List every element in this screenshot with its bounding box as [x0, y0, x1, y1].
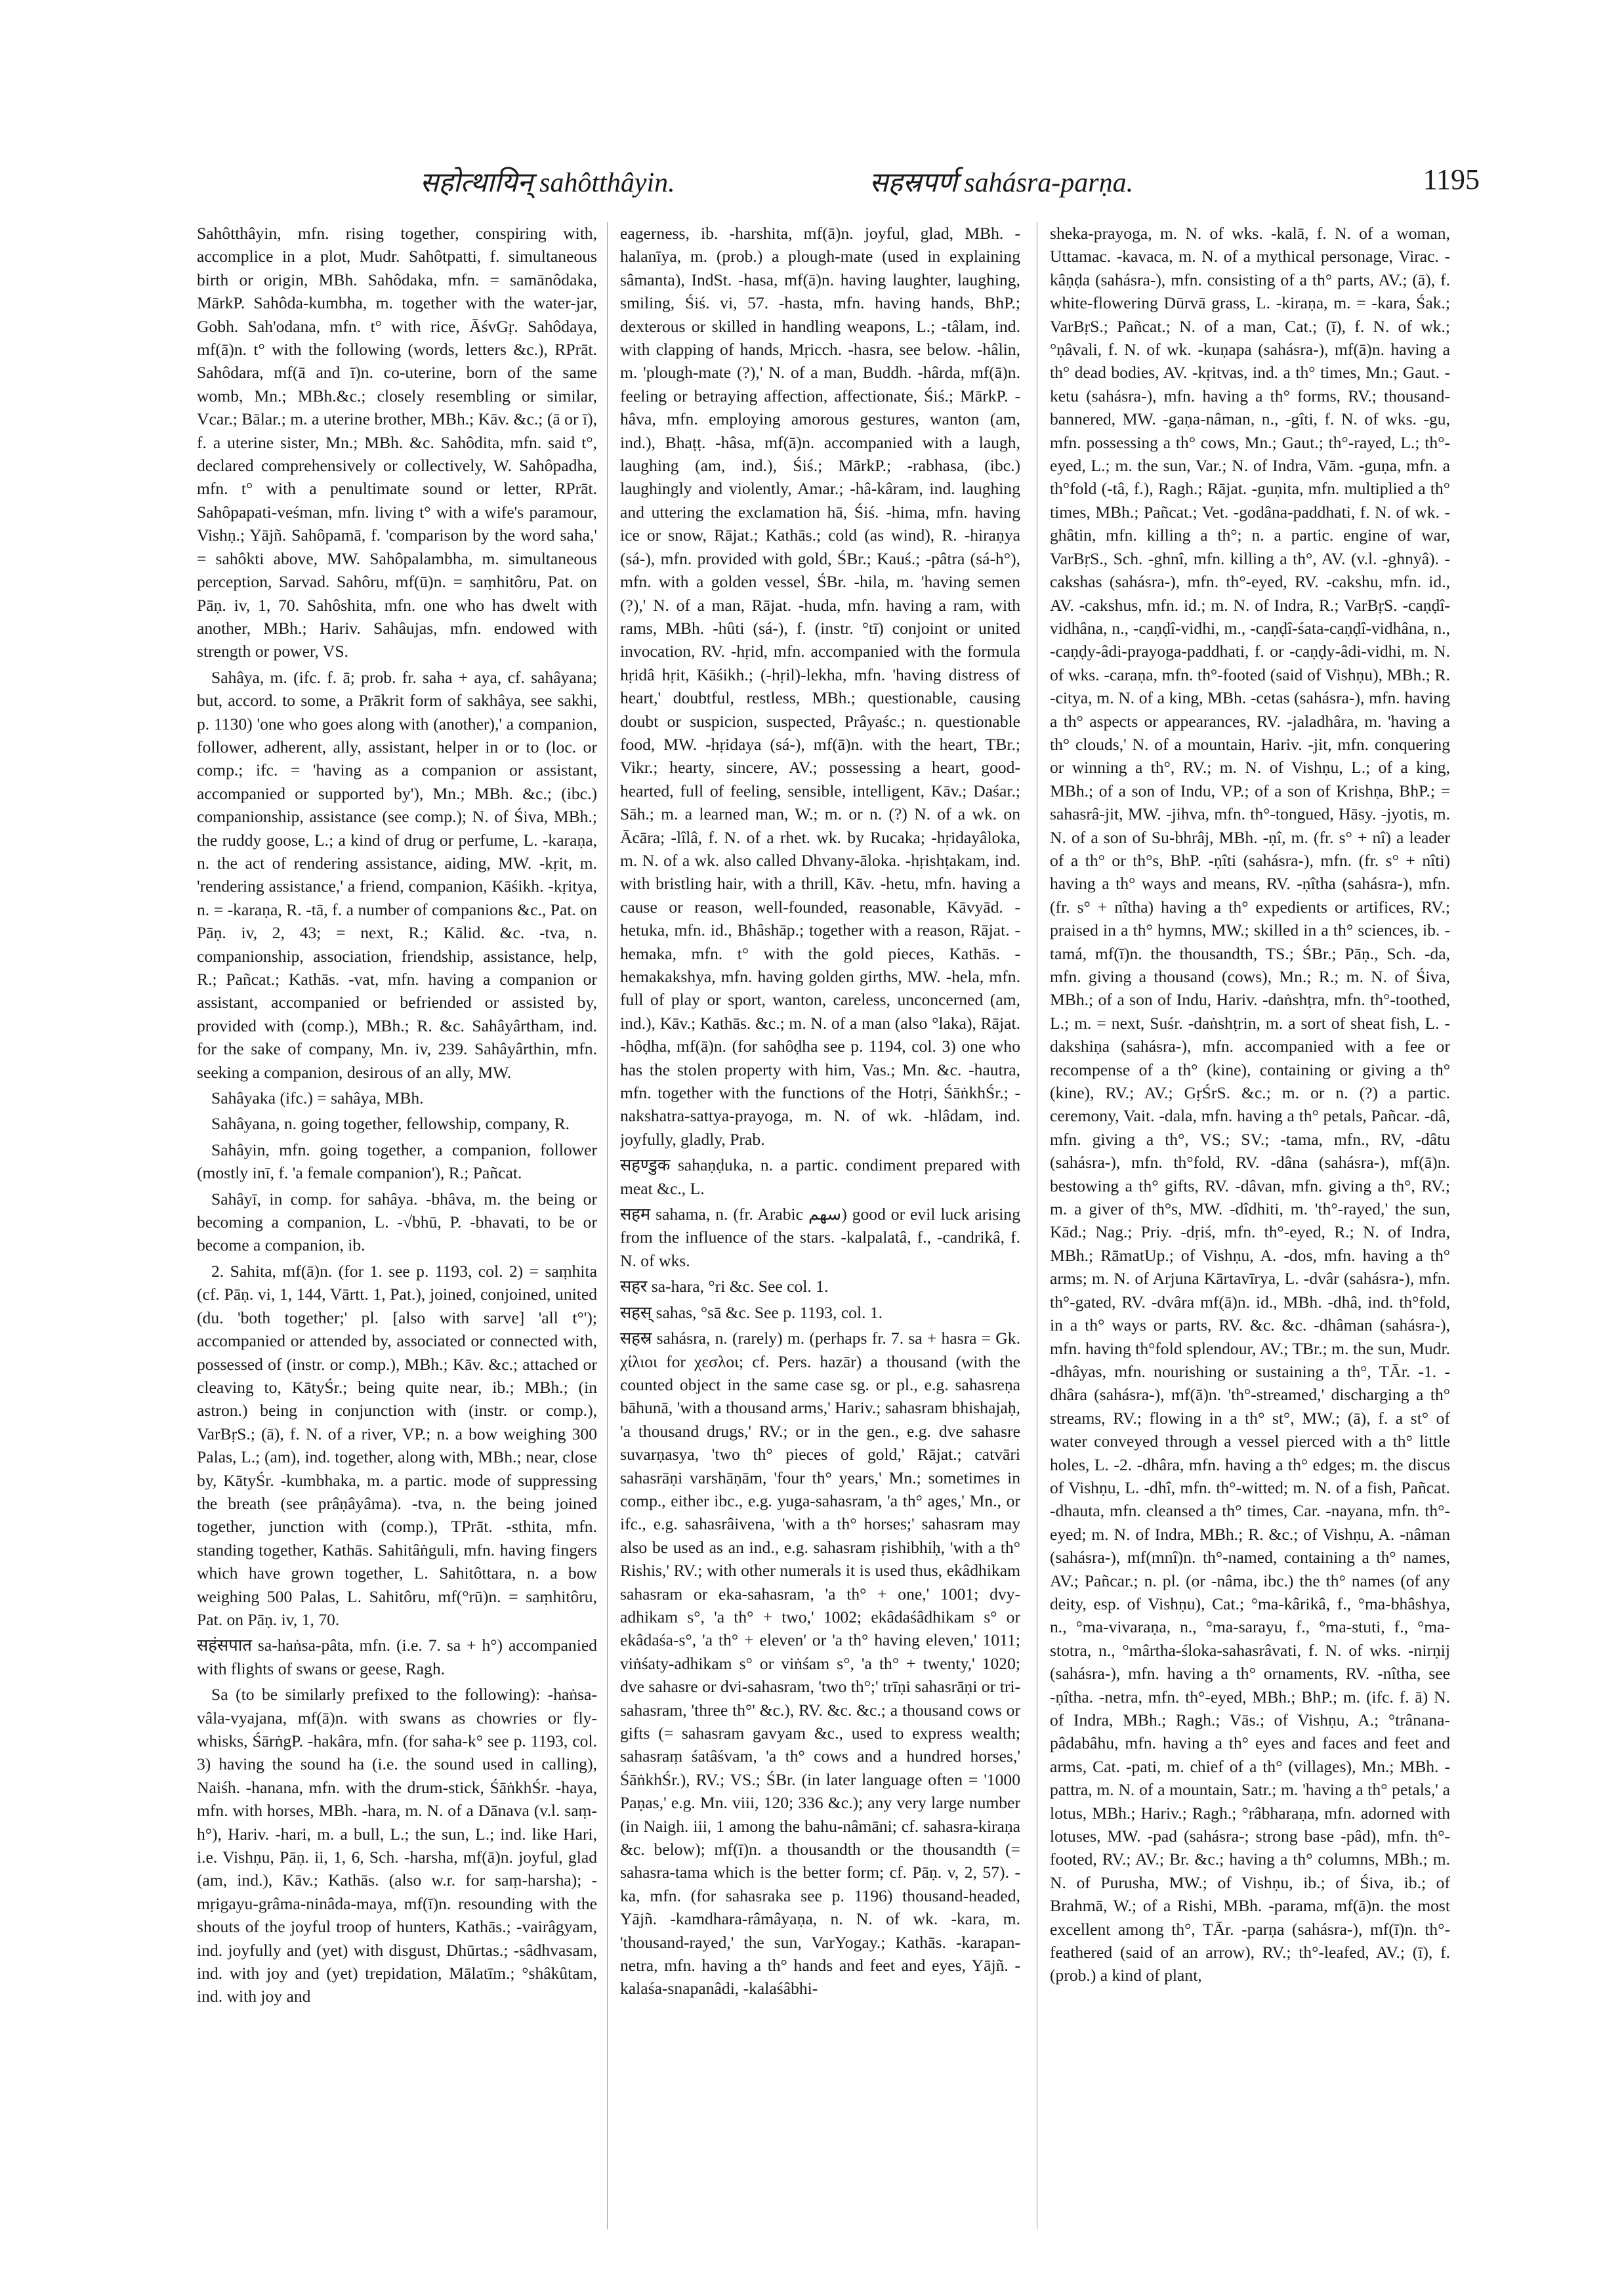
column-1 — [197, 222, 597, 2229]
entry: Sahâyaka (ifc.) = sahâya, MBh. — [211, 1088, 424, 1108]
entry: सहंसपात sa-haṅsa-pâta, mfn. (i.e. 7. sa + h°) accompanied with flights of swans or geese, Ragh. — [197, 1636, 597, 1678]
column-3 — [1050, 222, 1450, 2229]
entry: Sa (to be similarly prefixed to the following): -haṅsa-vâla-vyajana, mf(ā)n. with swans as chowries or fly-whisks, ŚārṅgP. -hakâra, mfn. (for saha-k° see p. 1193, col. 3) having the sound ha (i.e. the sound used in calling), Naiśh. -hanana, mfn. with the drum-stick, ŚāṅkhŚr. -haya, mfn. with horses, MBh. -hara, m. N. of a Dānava (v.l. saṃ-h°), Hariv. -hari, m. a bull, L.; the sun, L.; ind. like Hari, i.e. Vishṇu, Pāṇ. ii, 1, 6, Sch. -harsha, mf(ā)n. joyful, glad (am, ind.), Kāv.; Kathās. (also w.r. for saṃ-harsha); -mṛigayu-grâma-ninâda-maya, mf(ī)n. resounding with the shouts of the joyful troop of hunters, Kathās.; -vairâgyam, ind. joyfully and (yet) with disgust, Dhūrtas.; -sâdhvasam, ind. with joy and (yet) trepidation, Mālatīm.; °shâkûtam, ind. with joy and — [197, 1685, 597, 2006]
entry: सहस्र sahásra, n. (rarely) m. (perhaps fr. 7. sa + hasra = Gk. χίλιοι for χεσλοι; cf. Pers. hazār) a thousand (with the counted object in the same case sg. or pl., e.g. sahasreṇa bāhunā, 'with a thousand arms,' Hariv.; sahasram bhishajaḥ, 'a thousand drugs,' RV.; or in the gen., e.g. dve sahasre suvarṇasya, 'two th° pieces of gold,' Rājat.; catvāri sahasrāṇi varshāṇām, 'four th° years,' Mn.; sometimes in comp., either ibc., e.g. yuga-sahasram, 'a th° ages,' Mn., or ifc., e.g. sahasrâivena, 'with a th° horses;' sahasram may also be used as an ind., e.g. sahasram ṛishibhiḥ, 'with a th° Rishis,' RV.; with other numerals it is used thus, ekâdhikam sahasram or eka-sahasram, 'a th° + one,' 1001; dvy-adhikam s°, 'a th° + two,' 1002; ekâdaśâdhikam s° or ekâdaśa-s°, 'a th° + eleven' or 'a th° having eleven,' 1011; viṅśaty-adhikam s° or viṅśam s°, 'a th° + twenty,' 1020; dve sahasre or dvi-sahasram, 'two th°;' trīṇi sahasrāṇi or tri-sahasram, 'three th°' &c.), RV. &c. &c.; a thousand cows or gifts (= sahasram gavyam &c., used to express wealth; sahasraṃ śatâśvam, 'a th° cows and a hundred horses,' ŚāṅkhŚr.), RV.; VS.; ŚBr. (in later language often = '1000 Paṇas,' e.g. Mn. viii, 120; 336 &c.); any very large number (in Naigh. iii, 1 among the bahu-nâmāni; cf. sahasra-kiraṇa &c. below); mf(ī)n. a thousandth or the thousandth (= sahasra-tama which is the better form; cf. Pāṇ. v, 2, 57). -ka, mfn. (for sahasraka see p. 1196) thousand-headed, Yājñ. -kamdhara-râmâyaṇa, n. N. of wk. -kara, m. 'thousand-rayed,' the sun, VarYogay.; Kathās. -karapan-netra, mfn. having a th° hands and feet and eyes, Yājñ. -kalaśa-snapanâdi, -kalaśâbhi- — [620, 1329, 1020, 1998]
page-number: 1195 — [1423, 163, 1480, 196]
entry: 2. Sahita, mf(ā)n. (for 1. see p. 1193, col. 2) = saṃhita (cf. Pāṇ. vi, 1, 144, Vārtt. 1, Pat.), joined, conjoined, united (du. 'both together;' pl. [also with sarve] 'all t°'); accompanied or attended by, associated or connected with, possessed of (instr. or comp.), MBh.; Kāv. &c.; attached or cleaving to, KātyŚr.; being quite near, ib.; MBh.; (in astron.) being in conjunction with (instr. or comp.), VarBṛS.; (ā), f. N. of a river, VP.; n. a bow weighing 300 Palas, L.; (am), ind. together, along with, MBh.; near, close by, KātyŚr. -kumbhaka, m. a partic. mode of suppressing the breath (see prâṇâyâma). -tva, n. the being joined together, junction with (comp.), TPrāt. -sthita, mfn. standing together, Kathās. Sahitâṅguli, mfn. having fingers which have grown together, L. Sahitôttara, n. a bow weighing 500 Palas, L. Sahitôru, mf(°rū)n. = saṃhitôru, Pat. on Pāṇ. iv, 1, 70. — [197, 1261, 597, 1629]
entry: eagerness, ib. -harshita, mf(ā)n. joyful, glad, MBh. -halanīya, m. (prob.) a plough-mate (used in explaining sâmanta), IndSt. -hasa, mf(ā)n. having laughter, laughing, smiling, Śiś. vi, 57. -hasta, mfn. having hands, BhP.; dexterous or skilled in handling weapons, L.; -tâlam, ind. with clapping of hands, Mṛicch. -hasra, see below. -hâlin, m. 'plough-mate (?),' N. of a man, Buddh. -hârda, mf(ā)n. feeling or betraying affection, affectionate, Śiś.; MārkP. -hâva, mfn. employing amorous gestures, wanton (am, ind.), Bhaṭṭ. -hâsa, mf(ā)n. accompanied with a laugh, laughing (am, ind.), Śiś.; MārkP.; -rabhasa, (ibc.) laughingly and violently, Amar.; -hâ-kâram, ind. laughing and uttering the exclamation hā, Śiś. -hima, mfn. having ice or snow, Rājat.; Kathās.; cold (as wind), R. -hiraṇya (sá-), mfn. provided with gold, ŚBr.; Kauś.; -pâtra (sá-h°), mfn. with a golden vessel, ŚBr. -hila, m. 'having semen (?),' N. of a man, Rājat. -huda, mfn. having a ram, with rams, MBh. -hûti (sá-), f. (instr. °tī) conjoint or united invocation, RV. -hṛid, mfn. accompanied with the formula hṛidâ hṛit, Kāśikh.; (-hṛil)-lekha, mfn. 'having distress of heart,' doubtful, restless, MBh.; questionable, causing doubt or suspicion, suspected, Prâyaśc.; n. questionable food, MW. -hṛidaya (sá-), mf(ā)n. with the heart, TBr.; Vikr.; hearty, sincere, AV.; possessing a heart, good-hearted, full of feeling, sensible, intelligent, Kāv.; Daśar.; Sāh.; m. a learned man, W.; m. or n. (?) N. of a wk. on Ācāra; -lîlâ, f. N. of a rhet. wk. by Rucaka; -hṛidayâloka, m. N. of a wk. also called Dhvany-āloka. -hṛishṭakam, ind. with bristling hair, with a thrill, Kāv. -hetu, mfn. having a cause or reason, well-founded, reasonable, Kāvyād. -hetuka, mfn. id., Bhâshāp.; together with a reason, Rājat. -hemaka, mfn. t° with the gold pieces, Kathās. -hemakakshya, mfn. having golden girths, MW. -hela, mfn. full of play or sport, wanton, careless, unconcerned (am, ind.), Kāv.; Kathās. &c.; m. N. of a man (also °laka), Rājat. -hôḍha, mf(ā)n. (for sahôḍha see p. 1194, col. 3) one who has the stolen property with him, Vas.; Mn. &c. -hautra, mfn. together with the functions of the Hotṛi, ŚāṅkhŚr.; -nakshatra-sattya-prayoga, m. N. of wk. -hlâdam, ind. joyfully, gladly, Prab. — [620, 224, 1020, 1149]
entry: Sahâya, m. (ifc. f. ā; prob. fr. saha + aya, cf. sahâyana; but, accord. to some, a Prākrit form of sakhâya, see sakhi, p. 1130) 'one who goes along with (another),' a companion, follower, adherent, ally, assistant, helper in or to (loc. or comp.; ifc. = 'having as a companion or assistant, accompanied or supported by'), Mn.; MBh. &c.; (ibc.) companionship, assistance (see comp.); N. of Śiva, MBh.; the ruddy goose, L.; a kind of drug or perfume, L. -karaṇa, n. the act of rendering assistance, aiding, MW. -kṛit, m. 'rendering assistance,' a friend, companion, Kāśikh. -kṛitya, n. = -karaṇa, R. -tā, f. a number of companions &c., Pat. on Pāṇ. iv, 2, 43; = next, R.; Kālid. &c. -tva, n. companionship, association, friendship, assistance, help, R.; Pañcat.; Kathās. -vat, mfn. having a companion or assistant, accompanied or befriended or assisted by, provided with (comp.), MBh.; R. &c. Sahâyârtham, ind. for the sake of company, Mn. iv, 239. Sahâyârthin, mfn. seeking a companion, desirous of an ally, MW. — [197, 667, 597, 1082]
entry: Sahâyin, mfn. going together, a companion, follower (mostly inī, f. 'a female companion'), R.; Pañcat. — [197, 1140, 597, 1183]
entry: sheka-prayoga, m. N. of wks. -kalā, f. N. of a woman, Uttamac. -kavaca, m. N. of a mythical personage, Virac. -kâṇḍa (sahásra-), mfn. consisting of a th° parts, AV.; (ā), f. white-flowering Dūrvā grass, L. -kiraṇa, m. = -kara, Śak.; VarBṛS.; Pañcat.; N. of a man, Cat.; (ī), f. N. of wk.; °ṇâvali, f. N. of wk. -kuṇapa (sahásra-), mf(ā)n. having a th° dead bodies, AV. -kṛitvas, ind. a th° times, Mn.; Gaut. -ketu (sahásra-), mfn. having a th° forms, RV.; thousand-bannered, MW. -gaṇa-nâman, n., -gîti, f. N. of wks. -gu, mfn. possessing a th° cows, Mn.; Gaut.; th°-rayed, L.; th°-eyed, L.; m. the sun, Var.; N. of Indra, Vām. -guṇa, mfn. a th°fold (-tâ, f.), Ragh.; Rājat. -guṇita, mfn. multiplied a th° times, MBh.; Pañcat.; Vet. -godâna-paddhati, f. N. of wk. -ghâtin, mfn. killing a th°; n. a partic. engine of war, VarBṛS., Sch. -ghnî, mfn. killing a th°, AV. (v.l. -ghnyâ). -cakshas (sahásra-), mfn. th°-eyed, RV. -cakshu, mfn. id., AV. -cakshus, mfn. id.; m. N. of Indra, R.; VarBṛS. -caṇḍî-vidhâna, n., -caṇḍî-vidhi, m., -caṇḍî-śata-caṇḍî-vidhâna, n., -caṇḍy-âdi-prayoga-paddhati, f. or -caṇḍy-âdi-vidhi, m. N. of wks. -caraṇa, mfn. th°-footed (said of Vishṇu), MBh.; R. -citya, m. N. of a king, MBh. -cetas (sahásra-), mfn. having a th° aspects or appearances, RV. -jaladhâra, m. 'having a th° clouds,' N. of a mountain, Hariv. -jit, mfn. conquering or winning a th°, RV.; m. N. of Vishṇu, L.; of a king, MBh.; of a son of Indu, VP.; of a son of Krishṇa, BhP.; = sahasrâ-jit, MW. -jihva, mfn. th°-tongued, Hāsy. -jyotis, m. N. of a son of Su-bhrâj, MBh. -ṇî, m. (fr. s° + nî) a leader of a th° or th°s, BhP. -ṇîti (sahásra-), mfn. (fr. s° + nîti) having a th° ways and means, RV. -ṇîtha (sahásra-), mfn. (fr. s° + nîtha) having a th° expedients or artifices, RV.; praised in a th° hymns, MW.; skilled in a th° sciences, ib. -tamá, mf(ī)n. the thousandth, TS.; ŚBr.; Pāṇ., Sch. -da, mfn. giving a thousand (cows), Mn.; R.; m. N. of Śiva, MBh.; of a son of Indu, Hariv. -daṅshṭra, mfn. th°-toothed, L.; m. = next, Suśr. -daṅshṭrin, m. a sort of sheat fish, L. -dakshiṇa (sahásra-), mfn. accompanied with a fee or recompense of a th° (kine), containing or giving a th° (kine), RV.; AV.; GṛŚrS. &c.; m. or n. (?) a partic. ceremony, Vait. -dala, mfn. having a th° petals, Pañcar. -dâ, mfn. giving a th°, VS.; SV.; -tama, mfn., RV, -dâtu (sahásra-), mfn. th°fold, RV. -dâna (sahásra-), mf(ā)n. bestowing a th° gifts, RV. -dâvan, mfn. giving a th°, RV.; m. a giver of th°s, MW. -dîdhiti, m. 'th°-rayed,' the sun, Kād.; Nag.; Priy. -dṛiś, mfn. th°-eyed, R.; N. of Indra, MBh.; RāmatUp.; of Vishṇu, A. -dos, mfn. having a th° arms; m. N. of Arjuna Kārtavīrya, L. -dvâr (sahásra-), mfn. th°-gated, RV. -dvâra mf(ā)n. id., MBh. -dhâ, ind. th°fold, in a th° ways or parts, RV. &c. &c. -dhâman (sahásra-), mfn. having th°fold splendour, AV.; TBr.; m. the sun, Mudr. -dhâyas, mfn. nourishing or sustaining a th°, TĀr. -1. -dhâra (sahásra-), mf(ā)n. 'th°-streamed,' discharging a th° streams, RV.; flowing in a th° st°, MW.; (ā), f. a st° of water conveyed through a vessel pierced with a th° little holes, L. -2. -dhâra, mfn. having a th° edges; m. the discus of Vishṇu, L. -dhî, mfn. th°-witted; m. N. of a fish, Pañcat. -dhauta, mfn. cleansed a th° times, Car. -nayana, mfn. th°-eyed; m. N. of Indra, MBh.; R. &c.; of Vishṇu, A. -nâman (sahásra-), mf(mnî)n. th°-named, containing a th° names, AV.; Pañcar.; n. pl. (or -nâma, ibc.) the th° names (of any deity, esp. of Vishṇu), Cat.; °ma-kârikâ, f., °ma-bhâshya, n., °ma-vivaraṇa, n., °ma-sarayu, f., °ma-stuti, f., °ma-stotra, n., °mârtha-śloka-sahasrâvati, f. N. of wks. -nirṇij (sahásra-), mfn. having a th° ornaments, RV. -nîtha, see -ṇîtha. -netra, mfn. th°-eyed, MBh.; BhP.; m. (ifc. f. ā) N. of Indra, MBh.; Ragh.; Vās.; of Vishṇu, A.; °trânana-pâdabâhu, mfn. having a th° eyes and faces and feet and arms, Cat. -pati, m. chief of a th° (villages), Mn.; MBh. -pattra, m. N. of a mountain, Satr.; m. 'having a th° petals,' a lotus, MBh.; Hariv.; Ragh.; °râbharaṇa, mfn. adorned with lotuses, MW. -pad (sahásra-; strong base -pâd), mfn. th°-footed, RV.; AV.; Br. &c.; having a th° columns, MBh.; m. N. of Purusha, MW.; of Vishṇu, ib.; of Śiva, ib.; of Brahmā, W.; of a Rishi, MBh. -parama, mf(ā)n. the most excellent among th°, TĀr. -parṇa (sahásra-), mf(ī)n. th°-feathered (said of an arrow), RV.; th°-leafed, AV.; (ī), f. (prob.) a kind of plant, — [1050, 224, 1450, 1985]
entry: सहर sa-hara, °ri &c. See col. 1. — [620, 1277, 829, 1296]
text-columns — [197, 222, 1480, 2229]
column-2 — [620, 222, 1020, 2229]
left-running-headword: सहोत्थायिन् sahôtthâyin. — [420, 168, 675, 198]
column-rule — [607, 222, 608, 2229]
entry: Sahâyana, n. going together, fellowship, company, R. — [211, 1114, 570, 1134]
entry: Sahôtthâyin, mfn. rising together, conspiring with, accomplice in a plot, Mudr. Sahôtpatti, f. simultaneous birth or origin, MBh. Sahôdaka, mfn. = samānôdaka, MārkP. Sahôda-kumbha, m. together with the water-jar, Gobh. Sah'odana, mfn. t° with rice, ĀśvGṛ. Sahôdaya, mf(ā)n. t° with the following (words, letters &c.), RPrāt. Sahôdara, mf(ā and ī)n. co-uterine, born of the same womb, Mn.; MBh.&c.; closely resembling or similar, Vcar.; Bālar.; m. a uterine brother, MBh.; Kāv. &c.; (ā or ī), f. a uterine sister, Mn.; MBh. &c. Sahôdita, mfn. said t°, declared comprehensively or collectively, W. Sahôpadha, mfn. t° with a penultimate sound or letter, RPrāt. Sahôpapati-veśman, mfn. living t° with a wife's paramour, Vishṇ.; Yājñ. Sahôpamā, f. 'comparison by the word saha,' = sahôkti above, MW. Sahôpalambha, m. simultaneous perception, Sarvad. Sahôru, mf(ū)n. = saṃhitôru, Pat. on Pāṇ. iv, 1, 70. Sahôshita, mfn. one who has dwelt with another, MBh.; Hariv. Sahâujas, mfn. endowed with strength or power, VS. — [197, 224, 597, 661]
entry: सहस् sahas, °sā &c. See p. 1193, col. 1. — [620, 1302, 883, 1322]
entry: सहण्डुक sahaṇḍuka, n. a partic. condiment prepared with meat &c., L. — [620, 1155, 1020, 1198]
page-header — [197, 163, 1480, 202]
entry: सहम sahama, n. (fr. Arabic سهم) good or evil luck arising from the influence of the stars. -kalpalatâ, f., -candrikâ, f. N. of wks. — [620, 1205, 1020, 1270]
entry: Sahâyī, in comp. for sahâya. -bhâva, m. the being or becoming a companion, L. -√bhū, P. -bhavati, to be or become a companion, ib. — [197, 1189, 597, 1255]
right-running-headword: सहस्रपर्ण sahásra-parṇa. — [869, 168, 1134, 198]
